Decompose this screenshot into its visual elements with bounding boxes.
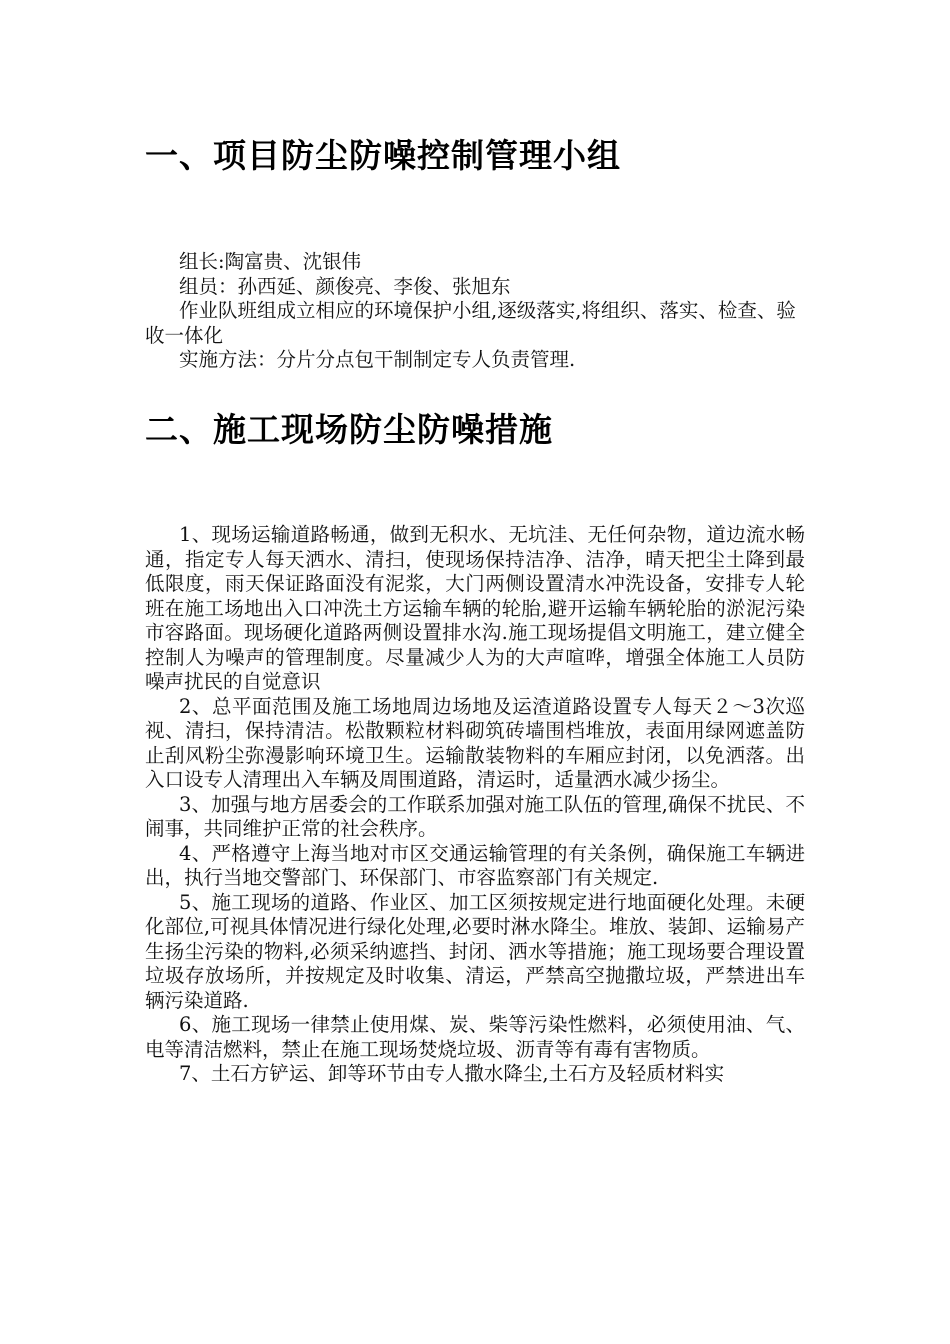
measure-paragraph: 4、严格遵守上海当地对市区交通运输管理的有关条例，确保施工车辆进出，执行当地交警部门、环保部门、市容监察部门有关规定.: [145, 841, 805, 889]
measure-paragraph: 5、施工现场的道路、作业区、加工区须按规定进行地面硬化处理。未硬化部位,可视具体情况进行绿化处理,必要时淋水降尘。堆放、装卸、运输易产生扬尘污染的物料,必须采纳遮挡、封闭、洒水等措施；施工现场要合理设置垃圾存放场所，并按规定及时收集、清运，严禁高空抛撒垃圾，严禁进出车辆污染道路.: [145, 890, 805, 1012]
group-members-line: 组员：孙西延、颜俊亮、李俊、张旭东: [179, 274, 511, 298]
management-group-info: [145, 250, 805, 373]
measure-paragraph: 3、加强与地方居委会的工作联系加强对施工队伍的管理,确保不扰民、不闹事，共同维护正常的社会秩序。: [145, 792, 805, 840]
section-1-heading: 一、项目防尘防噪控制管理小组: [145, 136, 621, 175]
team-organization-line: 作业队班组成立相应的环境保护小组,逐级落实,将组织、落实、检查、验收一体化: [145, 299, 796, 347]
section-2-heading: 二、施工现场防尘防噪措施: [145, 410, 553, 449]
measure-paragraph: 6、施工现场一律禁止使用煤、炭、柴等污染性燃料，必须使用油、气、电等清洁燃料，禁止在施工现场焚烧垃圾、沥青等有毒有害物质。: [145, 1013, 805, 1061]
measures-list: [145, 523, 805, 1087]
group-leader-line: 组长:陶富贵、沈银伟: [179, 250, 362, 273]
measure-paragraph: 7、土石方铲运、卸等环节由专人撒水降尘,土石方及轻质材料实: [179, 1062, 725, 1085]
measure-paragraph: 2、总平面范围及施工场地周边场地及运渣道路设置专人每天２～3次巡视、清扫，保持清洁。松散颗粒材料砌筑砖墙围档堆放，表面用绿网遮盖防止刮风粉尘弥漫影响环境卫生。运输散装物料的车厢应封闭，以免洒落。出入口设专人清理出入车辆及周围道路，清运时，适量洒水减少扬尘。: [145, 694, 805, 791]
measure-paragraph: 1、现场运输道路畅通，做到无积水、无坑洼、无任何杂物，道边流水畅通，指定专人每天洒水、清扫，使现场保持洁净、洁净，晴天把尘土降到最低限度，雨天保证路面没有泥浆，大门两侧设置清水冲洗设备，安排专人轮班在施工场地出入口冲洗土方运输车辆的轮胎,避开运输车辆轮胎的淤泥污染市容路面。现场硬化道路两侧设置排水沟.施工现场提倡文明施工，建立健全控制人为噪声的管理制度。尽量减少人为的大声喧哗，增强全体施工人员防噪声扰民的自觉意识: [145, 523, 805, 693]
implementation-method-line: 实施方法：分片分点包干制制定专人负责管理.: [179, 348, 576, 371]
